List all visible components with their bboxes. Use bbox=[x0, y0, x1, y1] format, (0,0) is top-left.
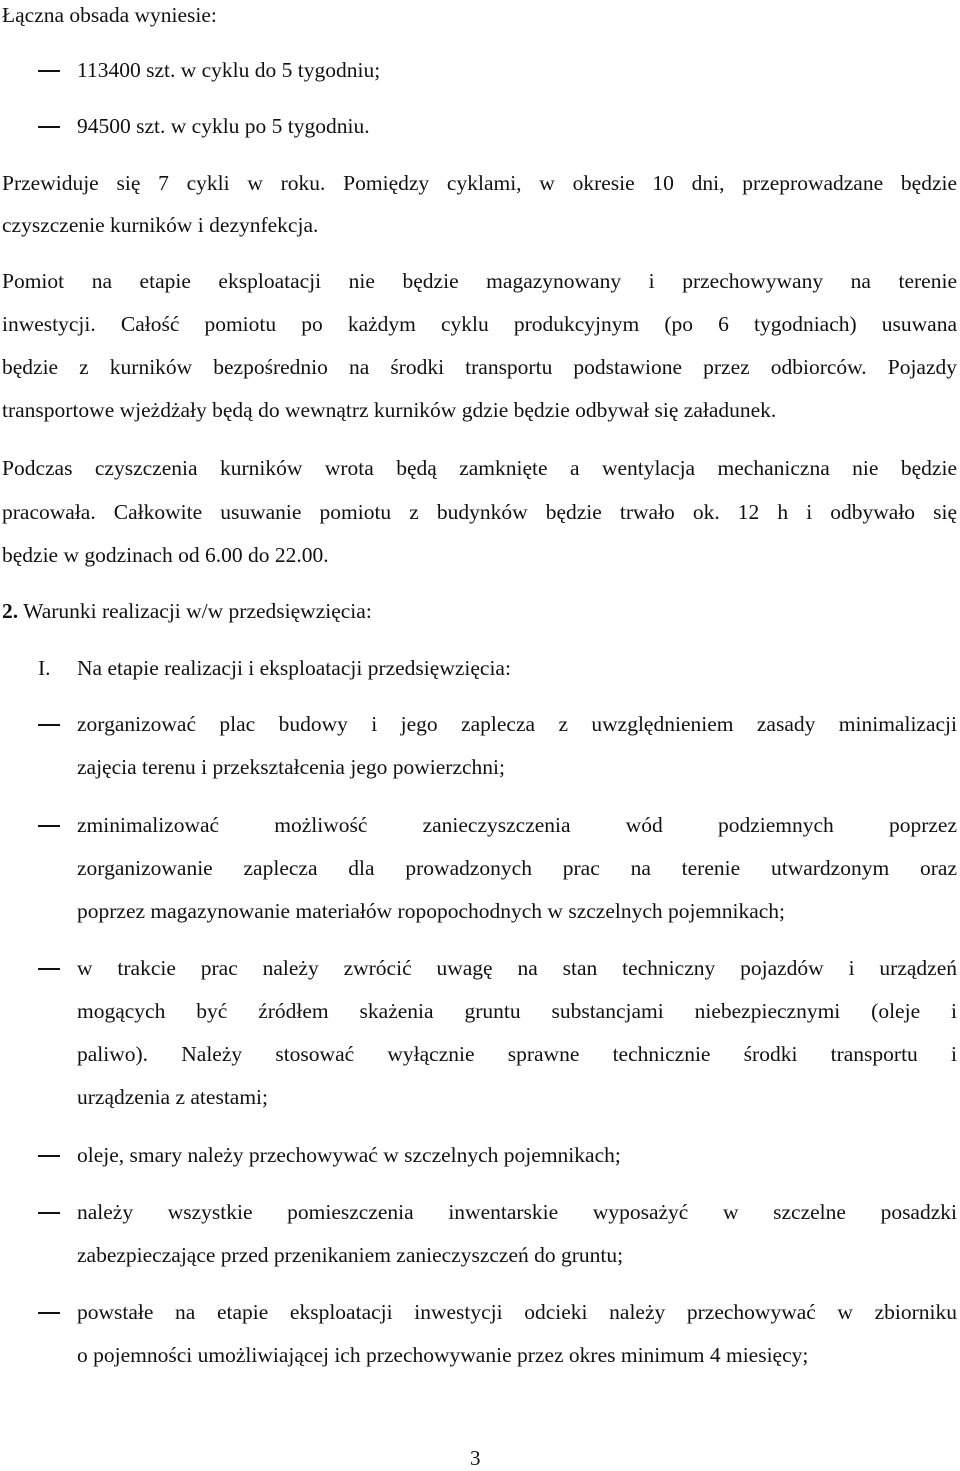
list-item-line: w trakcie prac należy zwrócić uwagę na stan techniczny pojazdów i urządzeń bbox=[77, 956, 957, 980]
dash-bullet bbox=[38, 724, 60, 726]
subsection-title: Na etapie realizacji i eksploatacji przedsięwzięcia: bbox=[77, 656, 511, 680]
list-item: 94500 szt. w cyklu po 5 tygodniu. bbox=[77, 114, 370, 138]
paragraph-line: czyszczenie kurników i dezynfekcja. bbox=[2, 213, 319, 237]
list-item-line: o pojemności umożliwiającej ich przechowywanie przez okres minimum 4 miesięcy; bbox=[77, 1343, 809, 1367]
list-item-line: urządzenia z atestami; bbox=[77, 1085, 269, 1109]
list-item-line: zorganizowanie zaplecza dla prowadzonych prac na terenie utwardzonym oraz bbox=[77, 856, 957, 880]
paragraph-line: inwestycji. Całość pomiotu po każdym cyklu produkcyjnym (po 6 tygodniach) usuwana bbox=[2, 312, 957, 336]
list-item-line: zabezpieczające przed przenikaniem zanieczyszczeń do gruntu; bbox=[77, 1243, 624, 1267]
paragraph-line: Podczas czyszczenia kurników wrota będą zamknięte a wentylacja mechaniczna nie będzie bbox=[2, 456, 957, 480]
list-item-line: poprzez magazynowanie materiałów ropopochodnych w szczelnych pojemnikach; bbox=[77, 899, 786, 923]
list-item-line: zajęcia terenu i przekształcenia jego powierzchni; bbox=[77, 755, 505, 779]
list-item-line: powstałe na etapie eksploatacji inwestycji odcieki należy przechowywać w zbiorniku bbox=[77, 1300, 957, 1324]
list-item-line: oleje, smary należy przechowywać w szczelnych pojemnikach; bbox=[77, 1143, 621, 1167]
paragraph-line: Przewiduje się 7 cykli w roku. Pomiędzy cyklami, w okresie 10 dni, przeprowadzane będzie bbox=[2, 171, 957, 195]
paragraph-line: będzie z kurników bezpośrednio na środki transportu podstawione przez odbiorców. Pojazdy bbox=[2, 355, 957, 379]
subsection-number: I. bbox=[38, 656, 51, 680]
paragraph-line: pracowała. Całkowite usuwanie pomiotu z budynków będzie trwało ok. 12 h i odbywało się bbox=[2, 500, 957, 524]
dash-bullet bbox=[38, 1212, 60, 1214]
list-item-line: należy wszystkie pomieszczenia inwentarskie wyposażyć w szczelne posadzki bbox=[77, 1200, 957, 1224]
list-item-line: zorganizować plac budowy i jego zaplecza z uwzględnieniem zasady minimalizacji bbox=[77, 712, 957, 736]
paragraph-line: Pomiot na etapie eksploatacji nie będzie magazynowany i przechowywany na terenie bbox=[2, 269, 957, 293]
dash-bullet bbox=[38, 126, 60, 128]
section-heading bbox=[2, 598, 372, 624]
dash-bullet bbox=[38, 968, 60, 970]
dash-bullet bbox=[38, 1155, 60, 1157]
dash-bullet bbox=[38, 825, 60, 827]
intro-text: Łączna obsada wyniesie: bbox=[2, 3, 217, 27]
dash-bullet bbox=[38, 70, 60, 72]
section-number: 2. bbox=[2, 599, 19, 623]
section-title: Warunki realizacji w/w przedsięwzięcia: bbox=[23, 599, 372, 623]
list-item-line: paliwo). Należy stosować wyłącznie sprawne technicznie środki transportu i bbox=[77, 1042, 957, 1066]
list-item: 113400 szt. w cyklu do 5 tygodniu; bbox=[77, 58, 381, 82]
paragraph-line: transportowe wjeżdżały będą do wewnątrz kurników gdzie będzie odbywał się załadunek. bbox=[2, 398, 777, 422]
list-item-line: zminimalizować możliwość zanieczyszczenia wód podziemnych poprzez bbox=[77, 813, 957, 837]
dash-bullet bbox=[38, 1312, 60, 1314]
paragraph-line: będzie w godzinach od 6.00 do 22.00. bbox=[2, 543, 329, 567]
page-number: 3 bbox=[470, 1446, 481, 1470]
list-item-line: mogących być źródłem skażenia gruntu substancjami niebezpiecznymi (oleje i bbox=[77, 999, 957, 1023]
